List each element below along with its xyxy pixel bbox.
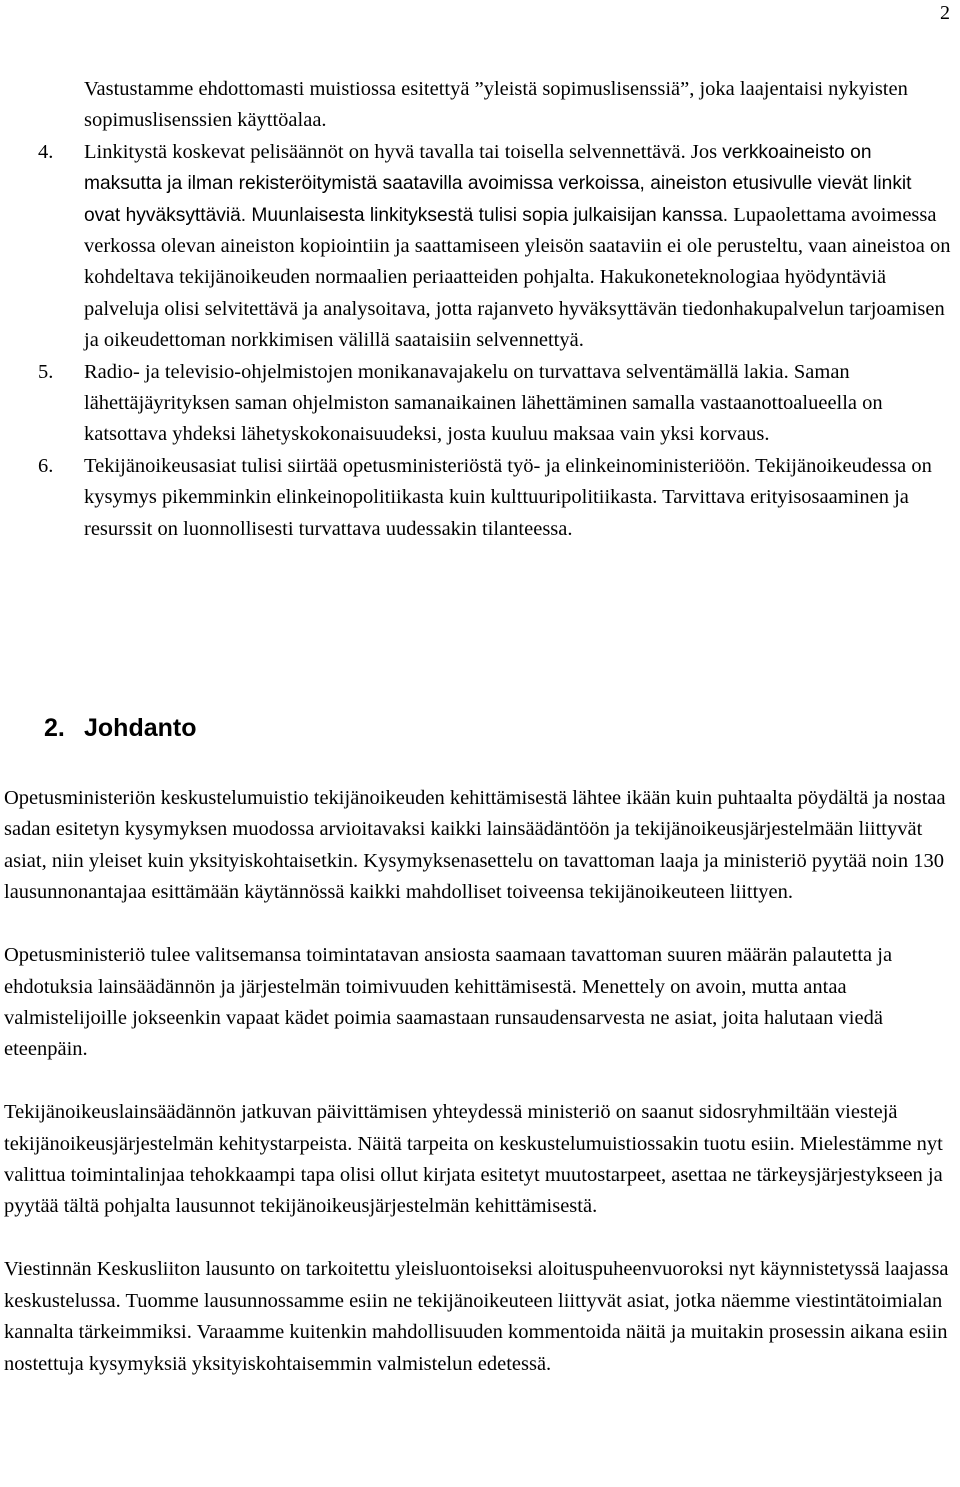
paragraph: Viestinnän Keskusliiton lausunto on tarkoitettu yleisluontoiseksi aloituspuheenvuoroksi nyt käynnistetyssä laajassa keskustelussa. Tuomme lausunnossamme esiin ne tekijänoikeuteen liittyvät asiat, jotka näemme viestintätoimialan kannalta tärkeimmiksi. Varaamme kuitenkin mahdollisuuden kommentoida näitä ja muitakin prosessin aikana esiin nostettuja kysymyksiä yksityiskohtaisemmin valmistelun edetessä. (4, 1258, 949, 1375)
list-item-text: Radio- ja televisio-ohjelmistojen monikanavajakelu on turvattava selventämällä lakia. Saman lähettäjäyrityksen saman ohjelmiston samanaikainen lähettäminen samalla vastaanottoalueella on katsottava yhdeksi lähetyskokonaisuudeksi, josta kuuluu maksaa vain yksi korvaus. (84, 360, 883, 446)
list-item-number: 5. (38, 360, 54, 383)
list-item-number: 6. (38, 454, 54, 477)
list-item-text: Vastustamme ehdottomasti muistiossa esitettyä ”yleistä sopimuslisenssiä”, joka laajentaisi nykyisten sopimuslisenssien käyttöalaa. (84, 78, 908, 132)
body-text (4, 783, 956, 1412)
list-item-text: Lupaolettama avoimessa verkossa olevan aineiston kopiointiin ja saattamiseen yleisön saataviin ei ole perusteltu, vaan aineistoa on kohdeltava tekijänoikeuden normaalien periaatteiden pohjalta. Hakukoneteknologiaa hyödyntäviä palveluja olisi selvitettävä ja analysoitava, jotta rajanveto hyväksyttävän tiedonhakupalvelun tarjoamisen ja oikeudettoman norkkimisen välillä saataisiin selvennettyä. (84, 203, 951, 352)
list-item-6 (38, 451, 953, 545)
paragraph: Opetusministeriön keskustelumuistio tekijänoikeuden kehittämisestä lähtee ikään kuin puhtaalta pöydältä ja nostaa sadan esitetyn kysymyksen muodossa arvioitavaksi kaikki lainsäädäntöön ja tekijänoikeusjärjestelmään liittyvät asiat, niin yleiset kuin yksityiskohtaisetkin. Kysymyksenasettelu on tavattoman laaja ja ministeriö pyytää noin 130 lausunnonantajaa esittämään käytännössä kaikki mahdolliset toiveensa tekijänoikeuteen liittyen. (4, 787, 946, 904)
section-heading (44, 712, 197, 744)
section-number: 2. (44, 714, 65, 742)
list-item-text: Linkitystä koskevat pelisäännöt on hyvä tavalla tai toisella selvennettävä. Jos (84, 140, 723, 163)
paragraph: Tekijänoikeuslainsäädännön jatkuvan päivittämisen yhteydessä ministeriö on saanut sidosryhmiltään viestejä tekijänoikeusjärjestelmän kehitystarpeista. Näitä tarpeita on keskustelumuistiossakin tuotu esiin. Mielestämme nyt valittua toimintalinjaa tehokkaampi tapa olisi ollut kirjata esitetyt muutostarpeet, asettaa ne tärkeysjärjestykseen ja pyytää tältä pohjalta lausunnot tekijänoikeusjärjestelmän kehittämisestä. (4, 1101, 943, 1218)
list-item-continuation (38, 74, 953, 137)
list-item-4 (38, 137, 953, 357)
section-title: Johdanto (84, 714, 197, 742)
page-number: 2 (940, 2, 950, 24)
paragraph: Opetusministeriö tulee valitsemansa toimintatavan ansiosta saamaan tavattoman suuren määrän palautetta ja ehdotuksia lainsäädännön ja järjestelmän toimivuuden kehittämisestä. Menettely on avoin, mutta antaa valmistelijoille jokseenkin vapaat kädet poimia saamastaan runsaudensarvesta ne asiat, joita halutaan viedä eteenpäin. (4, 944, 893, 1061)
list-item-text: Tekijänoikeusasiat tulisi siirtää opetusministeriöstä työ- ja elinkeinoministeriöön. Tekijänoikeudessa on kysymys pikemminkin elinkeinopolitiikasta kuin kulttuuripolitiikasta. Tarvittava erityisosaaminen ja resurssit on luonnollisesti turvattava uudessakin tilanteessa. (84, 454, 932, 540)
numbered-list (38, 74, 953, 545)
list-item-number: 4. (38, 140, 54, 163)
list-item-text-sans: verkkoaineisto on maksutta ja ilman rekisteröitymistä saatavilla avoimissa verkoissa, aineiston etusivulle vievät linkit ovat hyväksyttäviä. Muunlaisesta linkityksestä tulisi sopia julkaisijan kanssa. (84, 141, 912, 226)
list-item-5 (38, 357, 953, 451)
